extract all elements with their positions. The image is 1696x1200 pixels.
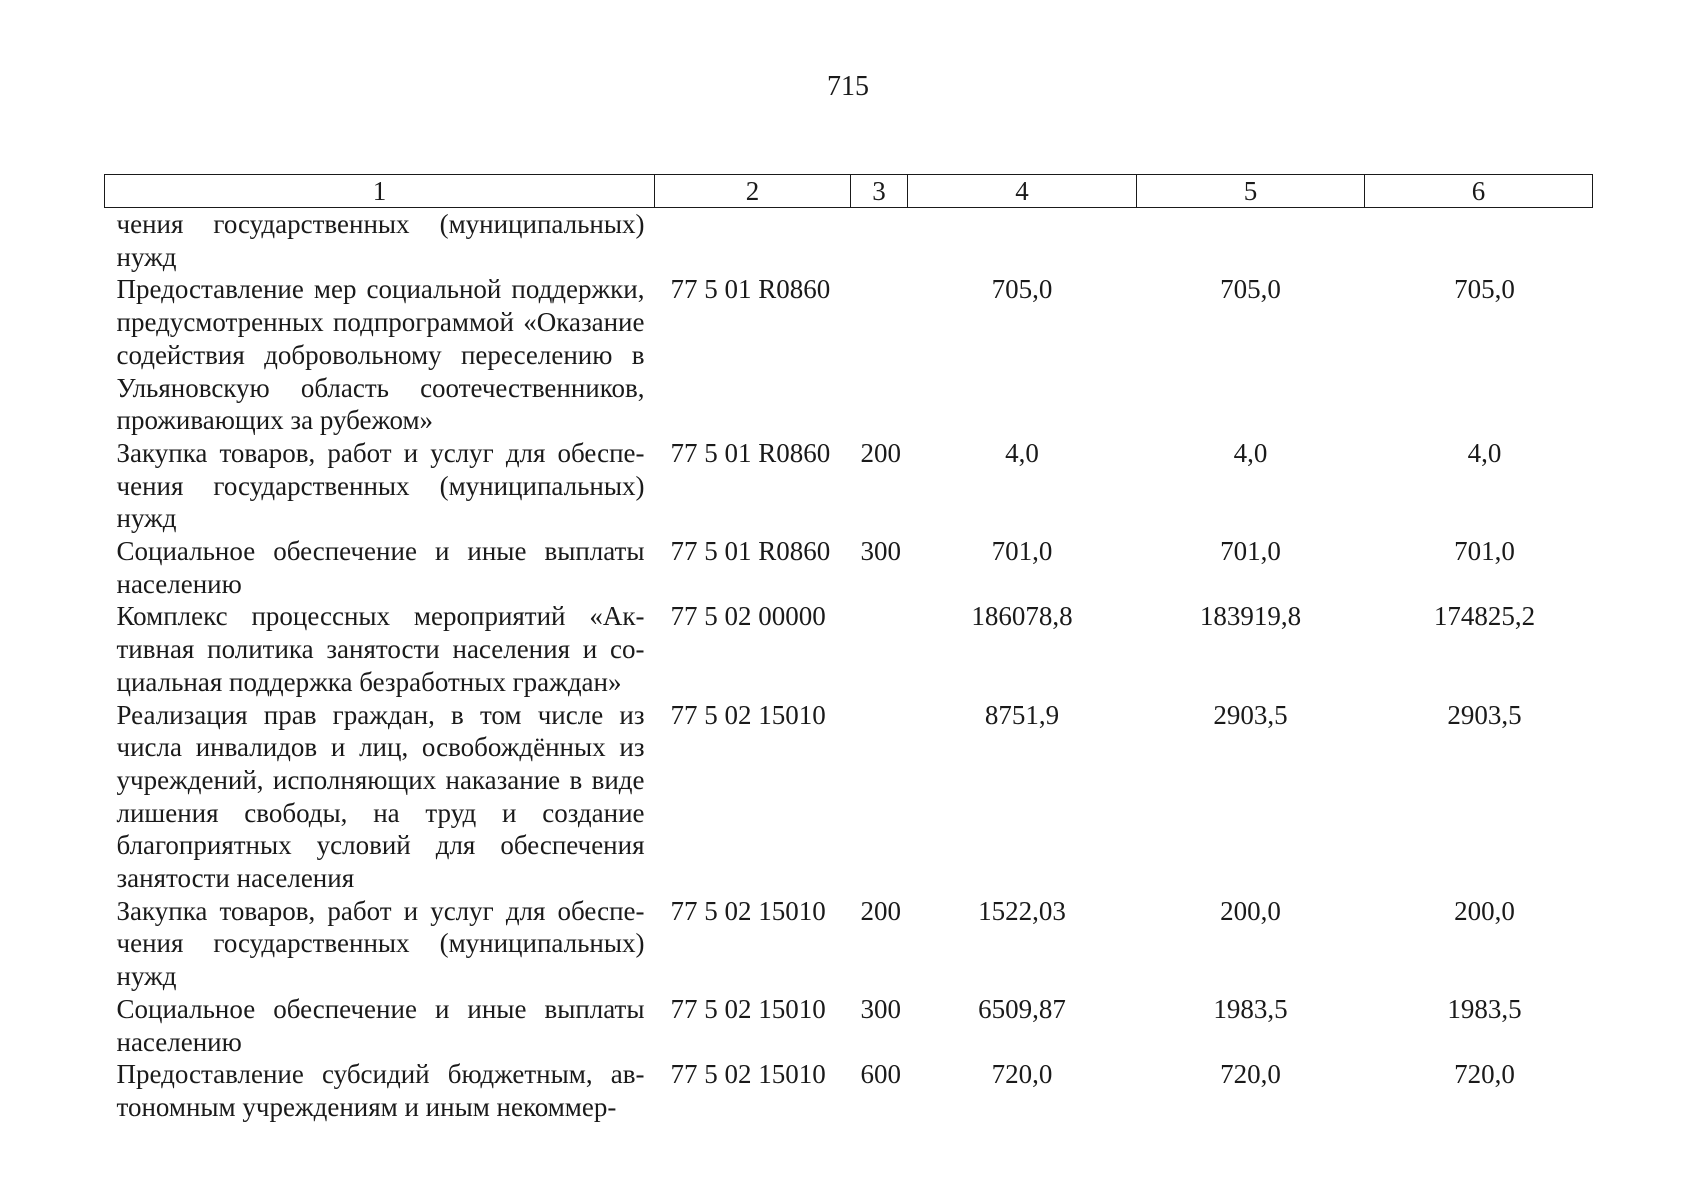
table-row bbox=[105, 993, 1593, 1058]
row-code: 77 5 02 15010 bbox=[670, 895, 826, 926]
row-name: чения государственных (муниципальных) нужд bbox=[116, 209, 645, 272]
header-col-2: 2 bbox=[655, 175, 851, 208]
row-value-5: 200,0 bbox=[1220, 895, 1281, 926]
budget-table bbox=[104, 174, 1593, 1124]
row-value-6: 2903,5 bbox=[1447, 699, 1522, 730]
header-col-4: 4 bbox=[908, 175, 1137, 208]
row-name: Комплекс процессных мероприятий «Активная политика занятости населения и социальная поддержка безработных граждан» bbox=[116, 601, 645, 697]
row-value-4: 8751,9 bbox=[984, 699, 1060, 730]
row-expense-type bbox=[851, 699, 908, 895]
row-value-4: 701,0 bbox=[991, 536, 1053, 567]
row-name: Закупка товаров, работ и услуг для обеспечения государственных (муниципальных) нужд bbox=[116, 437, 645, 534]
table-row bbox=[105, 273, 1593, 437]
row-value-5: 705,0 bbox=[1220, 274, 1281, 305]
row-code: 77 5 02 15010 bbox=[670, 1059, 826, 1090]
table-row bbox=[105, 535, 1593, 600]
row-name: Социальное обеспечение и иные выплаты населению bbox=[116, 536, 645, 599]
row-value-5: 720,0 bbox=[1220, 1059, 1281, 1090]
row-value-4: 705,0 bbox=[991, 274, 1053, 305]
table-header bbox=[105, 175, 1593, 208]
table-row bbox=[105, 895, 1593, 993]
row-expense-type: 200 bbox=[860, 895, 901, 926]
table-row bbox=[105, 600, 1593, 698]
row-value-5 bbox=[1137, 208, 1365, 274]
header-col-6: 6 bbox=[1365, 175, 1593, 208]
row-value-6: 705,0 bbox=[1454, 274, 1515, 305]
row-value-6: 174825,2 bbox=[1433, 601, 1536, 632]
page-number: 715 bbox=[827, 71, 869, 102]
row-code: 77 5 02 15010 bbox=[670, 699, 826, 730]
header-col-5: 5 bbox=[1137, 175, 1365, 208]
row-value-4: 6509,87 bbox=[978, 993, 1066, 1024]
row-expense-type bbox=[851, 273, 908, 437]
row-code: 77 5 02 00000 bbox=[670, 601, 826, 632]
row-expense-type bbox=[851, 208, 908, 274]
row-code: 77 5 01 R0860 bbox=[670, 274, 831, 305]
row-value-5: 4,0 bbox=[1233, 437, 1268, 468]
row-expense-type: 600 bbox=[860, 1059, 901, 1090]
row-value-4: 1522,03 bbox=[978, 895, 1066, 926]
row-name: Предоставление мер социальной поддержки, предусмотренных подпрограммой «Оказание содействия добровольному переселению в Ульяновскую область соотечественников, проживающих за рубежом» bbox=[116, 274, 645, 436]
table-row bbox=[105, 699, 1593, 895]
row-expense-type bbox=[851, 600, 908, 698]
table-row bbox=[105, 208, 1593, 274]
row-value-5: 1983,5 bbox=[1213, 993, 1288, 1024]
row-name: Предоставление субсидий бюджетным, автономным учреждениям и иным некоммер- bbox=[116, 1059, 645, 1122]
header-col-3: 3 bbox=[851, 175, 908, 208]
row-value-6: 1983,5 bbox=[1447, 993, 1522, 1024]
row-value-5: 701,0 bbox=[1220, 536, 1281, 567]
row-value-4: 4,0 bbox=[1005, 437, 1039, 468]
header-col-1: 1 bbox=[105, 175, 655, 208]
row-value-4 bbox=[908, 208, 1137, 274]
row-value-6 bbox=[1365, 208, 1593, 274]
row-code bbox=[655, 208, 851, 274]
row-value-4: 720,0 bbox=[991, 1059, 1053, 1090]
row-expense-type: 200 bbox=[860, 437, 901, 468]
row-value-6: 720,0 bbox=[1454, 1059, 1515, 1090]
header-row bbox=[105, 175, 1593, 208]
row-value-5: 183919,8 bbox=[1199, 601, 1302, 632]
row-expense-type: 300 bbox=[860, 993, 901, 1024]
table-row bbox=[105, 437, 1593, 535]
row-name: Реализация прав граждан, в том числе из числа инвалидов и лиц, освобождённых из учреждений, исполняющих наказание в виде лишения свободы, на труд и создание благоприятных условий для обеспечения занятости населения bbox=[116, 699, 645, 894]
row-name: Социальное обеспечение и иные выплаты населению bbox=[116, 993, 645, 1057]
row-name: Закупка товаров, работ и услуг для обеспечения государственных (муниципальных) нужд bbox=[116, 895, 645, 992]
row-value-6: 4,0 bbox=[1467, 437, 1502, 468]
row-value-6: 701,0 bbox=[1454, 536, 1515, 567]
row-expense-type: 300 bbox=[860, 536, 901, 567]
row-code: 77 5 01 R0860 bbox=[670, 536, 831, 567]
row-code: 77 5 02 15010 bbox=[670, 993, 826, 1024]
row-value-6: 200,0 bbox=[1454, 895, 1515, 926]
row-value-5: 2903,5 bbox=[1213, 699, 1288, 730]
table-row bbox=[105, 1058, 1593, 1123]
row-value-4: 186078,8 bbox=[971, 601, 1073, 632]
table-body bbox=[105, 208, 1593, 1124]
row-code: 77 5 01 R0860 bbox=[670, 437, 831, 468]
